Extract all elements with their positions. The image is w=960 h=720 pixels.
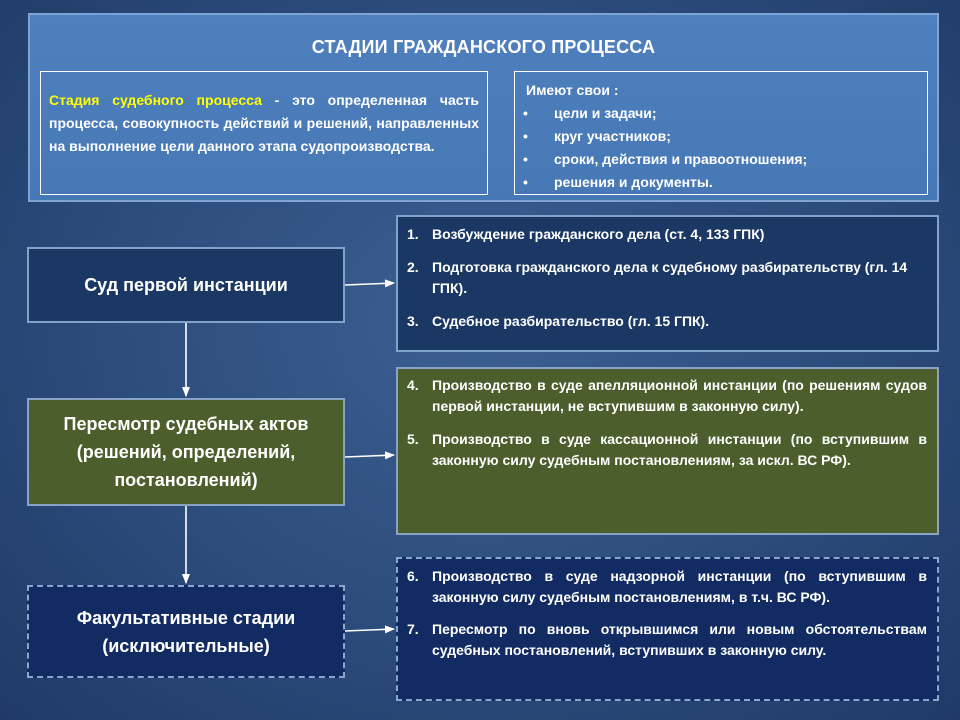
- list-item: 5. Производство в суде кассационной инстанции (по вступившим в законную силу судебным постановлениям, за искл. ВС РФ).: [407, 431, 927, 468]
- detail-optional-list: [407, 566, 927, 661]
- stage-optional: [27, 585, 345, 678]
- page-title: СТАДИИ ГРАЖДАНСКОГО ПРОЦЕССА: [311, 37, 656, 57]
- detail-first-instance: [396, 215, 939, 352]
- arrow-stage3-to-detail3: [345, 629, 394, 631]
- stage-first-instance: [27, 247, 345, 323]
- arrow-stage2-to-detail2: [345, 455, 394, 457]
- detail-review-list: [407, 375, 927, 471]
- list-item: 4. Производство в суде апелляционной инстанции (по решениям судов первой инстанции, не вступившим в законную силу).: [407, 377, 927, 414]
- properties-item: • решения и документы.: [526, 171, 919, 194]
- properties-item: • сроки, действия и правоотношения;: [526, 148, 919, 171]
- properties-heading: Имеют свои :: [526, 82, 619, 98]
- detail-optional: [396, 557, 939, 701]
- definition-text: - это определенная часть процесса, совокупность действий и решений, направленных на выполнение цели данного этапа судопроизводства.: [49, 92, 479, 154]
- stage-review-label: Пересмотр судебных актов (решений, определений, постановлений): [63, 414, 309, 490]
- properties-item: • круг участников;: [526, 125, 919, 148]
- list-item: 7. Пересмотр по вновь открывшимся или новым обстоятельствам судебных постановлений, вступивших в законную силу.: [407, 621, 927, 658]
- stage-first-instance-label: Суд первой инстанции: [84, 275, 288, 295]
- stage-review: [27, 398, 345, 506]
- detail-review: [396, 367, 939, 535]
- properties-item: • цели и задачи;: [526, 102, 919, 125]
- list-item: 1. Возбуждение гражданского дела (ст. 4, 133 ГПК): [407, 226, 765, 242]
- stage-optional-label: Факультативные стадии (исключительные): [76, 607, 296, 656]
- list-item: 6. Производство в суде надзорной инстанции (по вступившим в законную силу судебным постановлениям, в т.ч. ВС РФ).: [407, 568, 927, 605]
- detail-first-instance-list: [407, 224, 927, 332]
- list-item: 3. Судебное разбирательство (гл. 15 ГПК).: [407, 313, 710, 329]
- arrow-stage1-to-detail1: [345, 283, 394, 285]
- list-item: 2. Подготовка гражданского дела к судебному разбирательству (гл. 14 ГПК).: [407, 259, 908, 296]
- definition-term: Стадия судебного процесса: [49, 92, 262, 108]
